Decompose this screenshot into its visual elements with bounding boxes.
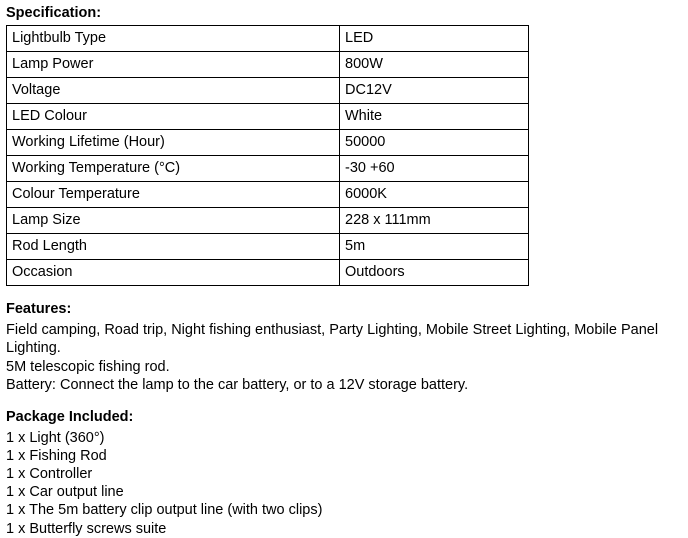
table-row	[7, 78, 529, 104]
spec-key: Occasion	[7, 260, 340, 286]
features-section	[6, 300, 682, 394]
table-row	[7, 208, 529, 234]
spec-key: Lamp Size	[7, 208, 340, 234]
table-row	[7, 234, 529, 260]
features-line: Battery: Connect the lamp to the car battery, or to a 12V storage battery.	[6, 376, 469, 393]
spec-value: 228 x 111mm	[340, 208, 529, 234]
table-row	[7, 182, 529, 208]
spec-value: LED	[340, 26, 529, 52]
spec-value: 6000K	[340, 182, 529, 208]
specification-table	[6, 25, 529, 286]
spec-key: Working Lifetime (Hour)	[7, 130, 340, 156]
list-item: 1 x The 5m battery clip output line (with two clips)	[6, 502, 323, 519]
package-heading: Package Included:	[6, 408, 134, 425]
list-item: 1 x Car output line	[6, 484, 124, 501]
spec-value: -30 +60	[340, 156, 529, 182]
spec-key: Lightbulb Type	[7, 26, 340, 52]
table-row	[7, 52, 529, 78]
spec-key: LED Colour	[7, 104, 340, 130]
spec-value: 50000	[340, 130, 529, 156]
package-section	[6, 408, 682, 538]
spec-value: 800W	[340, 52, 529, 78]
spec-value: 5m	[340, 234, 529, 260]
package-list	[6, 429, 682, 538]
list-item: 1 x Butterfly screws suite	[6, 520, 167, 537]
specification-heading: Specification:	[6, 5, 102, 21]
table-row	[7, 156, 529, 182]
spec-key: Colour Temperature	[7, 182, 340, 208]
table-row	[7, 130, 529, 156]
list-item: 1 x Light (360°)	[6, 429, 105, 446]
spec-value: White	[340, 104, 529, 130]
spacer	[6, 394, 682, 408]
table-row	[7, 260, 529, 286]
table-row	[7, 26, 529, 52]
list-item: 1 x Fishing Rod	[6, 448, 107, 464]
spec-value: Outdoors	[340, 260, 529, 286]
features-heading: Features:	[6, 301, 72, 318]
spacer	[6, 286, 682, 300]
spec-key: Voltage	[7, 78, 340, 104]
list-item: 1 x Controller	[6, 466, 93, 483]
features-line: Field camping, Road trip, Night fishing enthusiast, Party Lighting, Mobile Street Lighting, Mobile Panel Lighting.	[6, 322, 659, 357]
specification-table-body	[7, 26, 529, 286]
spec-key: Lamp Power	[7, 52, 340, 78]
spec-key: Working Temperature (°C)	[7, 156, 340, 182]
spec-value: DC12V	[340, 78, 529, 104]
table-row	[7, 104, 529, 130]
spec-key: Rod Length	[7, 234, 340, 260]
features-line: 5M telescopic fishing rod.	[6, 358, 170, 375]
